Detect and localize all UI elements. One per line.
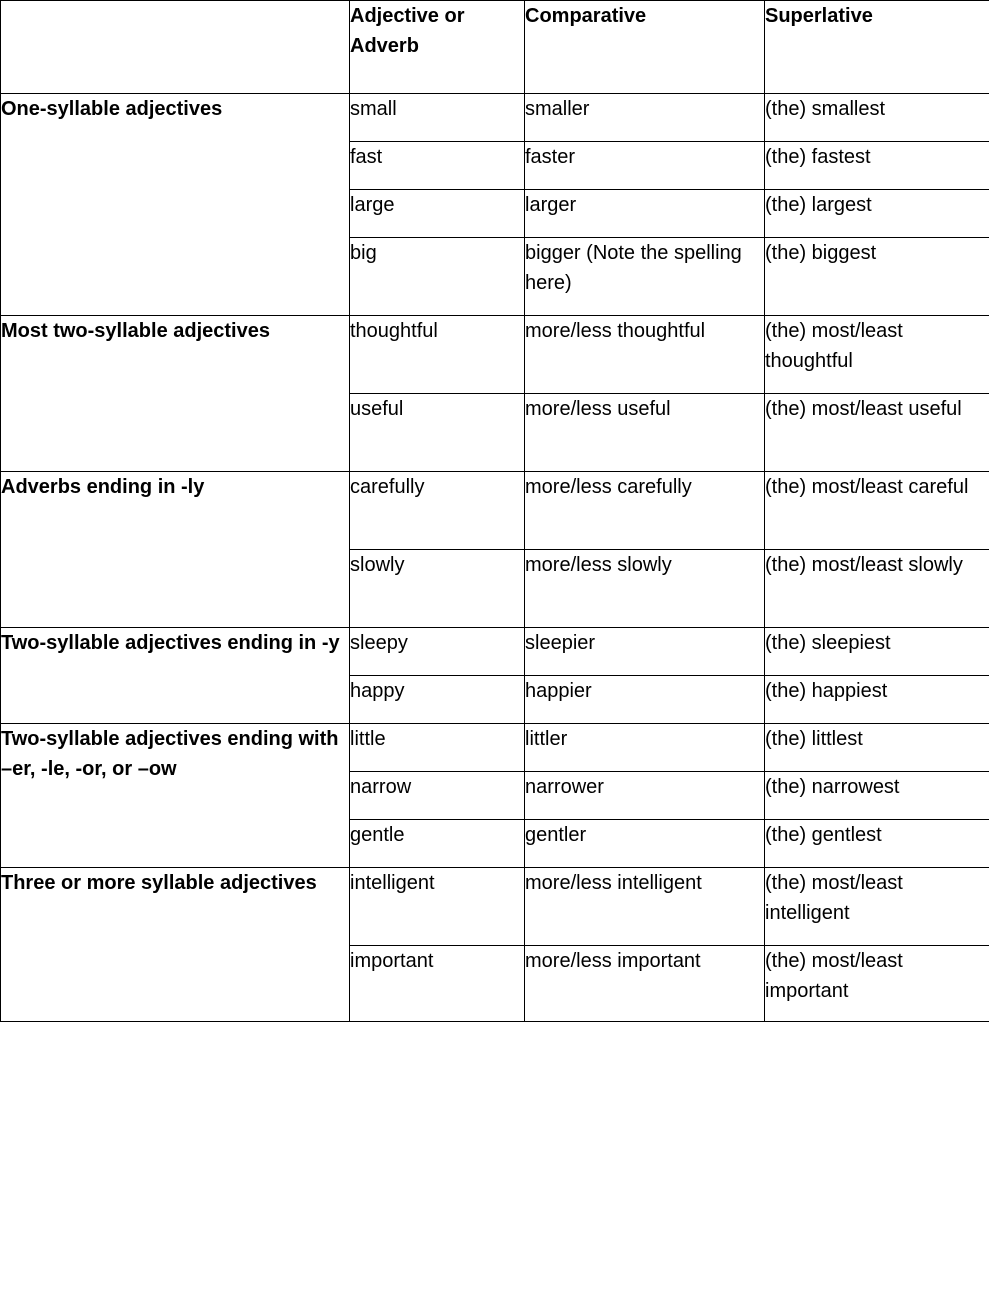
superlative-cell: (the) most/least important: [765, 946, 989, 1022]
base-cell: thoughtful: [350, 316, 525, 394]
base-cell: fast: [350, 142, 525, 190]
superlative-cell: (the) largest: [765, 190, 989, 238]
comparative-cell: more/less useful: [525, 394, 765, 472]
table-row: [1, 628, 989, 676]
base-cell: sleepy: [350, 628, 525, 676]
superlative-cell: (the) most/least useful: [765, 394, 989, 472]
category-three-plus-syllable: Three or more syllable adjectives: [1, 868, 350, 1022]
header-comparative: Comparative: [525, 1, 765, 94]
comparative-cell: narrower: [525, 772, 765, 820]
table-row: [1, 472, 989, 550]
comparative-cell: more/less carefully: [525, 472, 765, 550]
comparative-cell: littler: [525, 724, 765, 772]
superlative-cell: (the) fastest: [765, 142, 989, 190]
base-cell: gentle: [350, 820, 525, 868]
base-cell: happy: [350, 676, 525, 724]
superlative-cell: (the) most/least intelligent: [765, 868, 989, 946]
table-row: [1, 868, 989, 946]
category-adverbs-ly: Adverbs ending in -ly: [1, 472, 350, 628]
base-cell: large: [350, 190, 525, 238]
category-one-syllable: One-syllable adjectives: [1, 94, 350, 316]
header-superlative: Superlative: [765, 1, 989, 94]
header-category: [1, 1, 350, 94]
table-row: [1, 94, 989, 142]
comparative-cell: more/less intelligent: [525, 868, 765, 946]
superlative-cell: (the) narrowest: [765, 772, 989, 820]
base-cell: useful: [350, 394, 525, 472]
comparative-cell: faster: [525, 142, 765, 190]
category-ending-y: Two-syllable adjectives ending in -y: [1, 628, 350, 724]
category-two-syllable: Most two-syllable adjectives: [1, 316, 350, 472]
comparative-cell: smaller: [525, 94, 765, 142]
base-cell: little: [350, 724, 525, 772]
superlative-cell: (the) most/least careful: [765, 472, 989, 550]
header-row: [1, 1, 989, 94]
base-cell: small: [350, 94, 525, 142]
superlative-cell: (the) biggest: [765, 238, 989, 316]
comparative-cell: more/less slowly: [525, 550, 765, 628]
superlative-cell: (the) most/least slowly: [765, 550, 989, 628]
comparative-cell: gentler: [525, 820, 765, 868]
base-cell: big: [350, 238, 525, 316]
base-cell: slowly: [350, 550, 525, 628]
superlative-cell: (the) gentlest: [765, 820, 989, 868]
superlative-cell: (the) most/least thoughtful: [765, 316, 989, 394]
base-cell: narrow: [350, 772, 525, 820]
base-cell: carefully: [350, 472, 525, 550]
superlative-cell: (the) littlest: [765, 724, 989, 772]
comparative-cell: sleepier: [525, 628, 765, 676]
header-adjective-or-adverb: Adjective or Adverb: [350, 1, 525, 94]
comparative-cell: more/less thoughtful: [525, 316, 765, 394]
comparative-cell: more/less important: [525, 946, 765, 1022]
table-row: [1, 724, 989, 772]
comparative-cell: larger: [525, 190, 765, 238]
base-cell: important: [350, 946, 525, 1022]
superlative-cell: (the) smallest: [765, 94, 989, 142]
table-row: [1, 316, 989, 394]
category-ending-er-le-or-ow: Two-syllable adjectives ending with –er, -le, -or, or –ow: [1, 724, 350, 868]
superlative-cell: (the) sleepiest: [765, 628, 989, 676]
comparative-cell: happier: [525, 676, 765, 724]
base-cell: intelligent: [350, 868, 525, 946]
comparative-cell: bigger (Note the spelling here): [525, 238, 765, 316]
superlative-cell: (the) happiest: [765, 676, 989, 724]
